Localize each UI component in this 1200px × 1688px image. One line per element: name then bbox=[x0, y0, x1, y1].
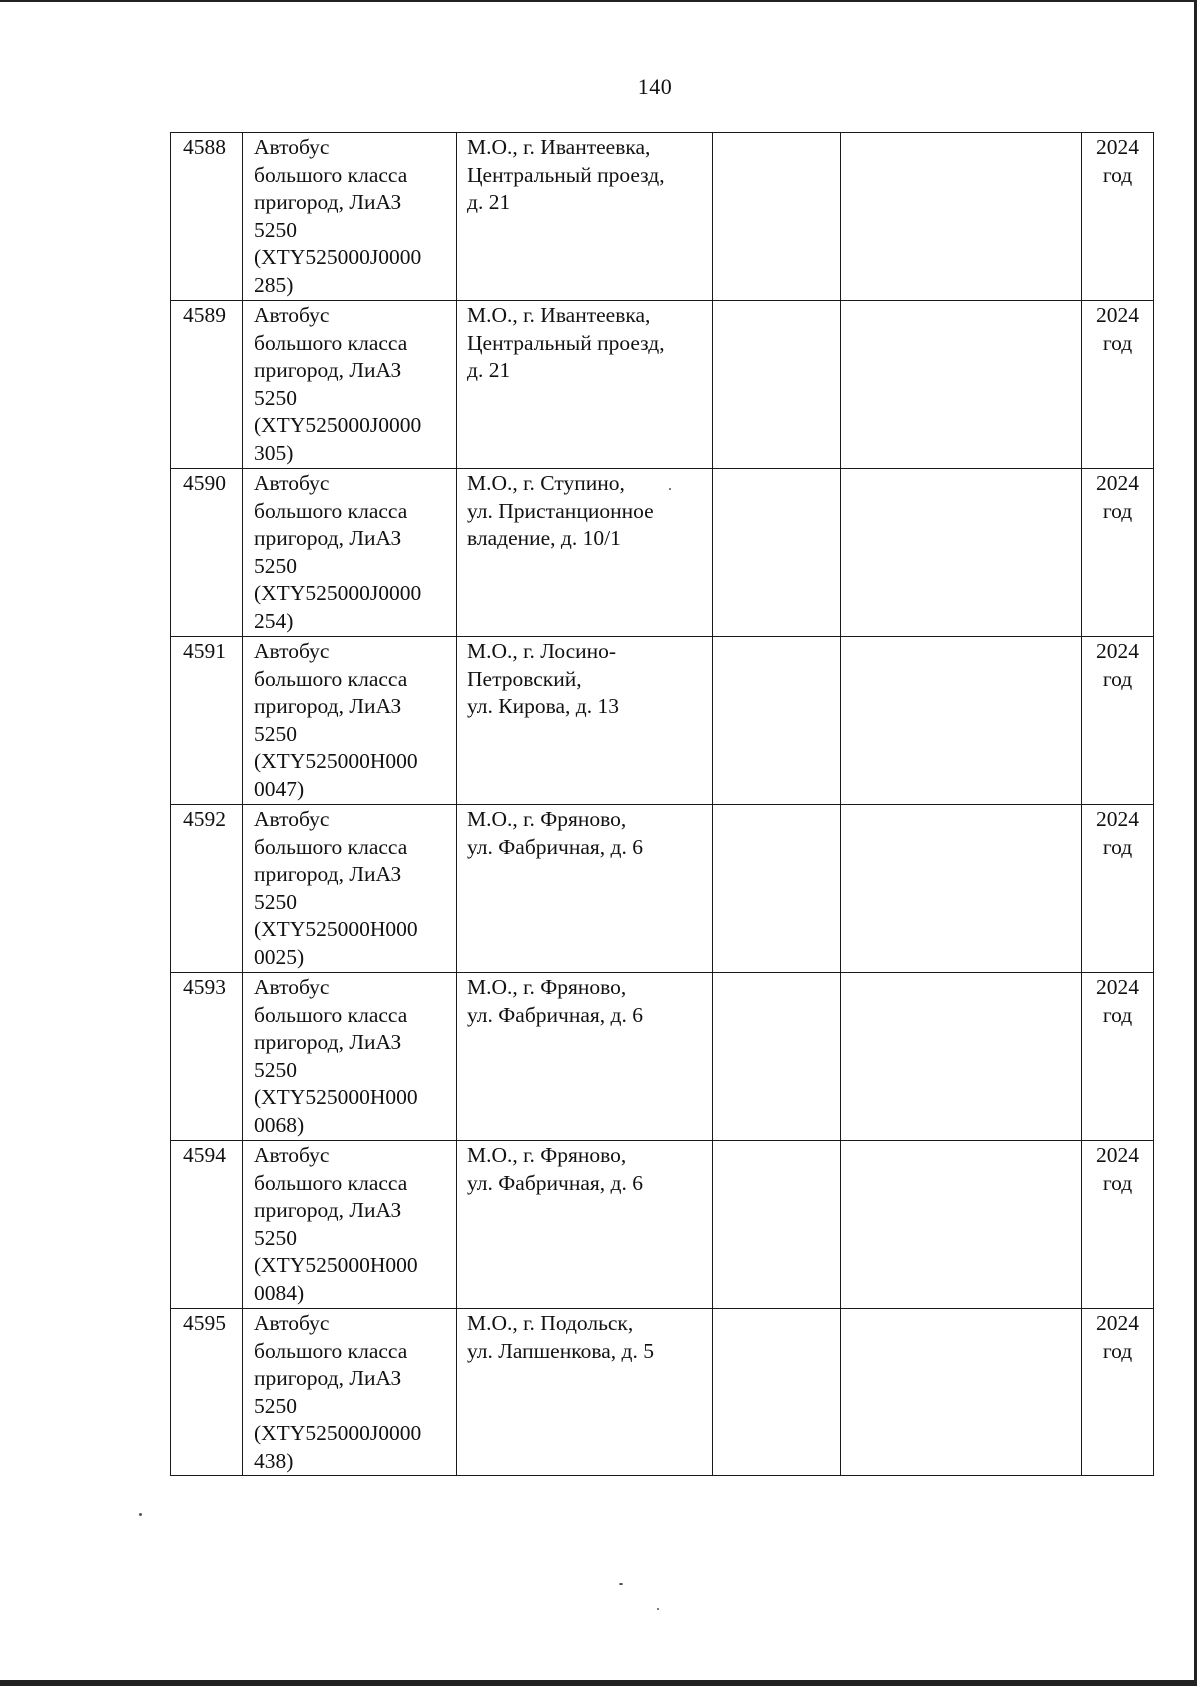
year-line: год bbox=[1102, 834, 1133, 859]
cell-number bbox=[171, 133, 243, 301]
cell-vehicle-name bbox=[243, 637, 457, 805]
scan-speck bbox=[619, 1583, 623, 1585]
vehicle-name-line: 5250 bbox=[254, 889, 297, 914]
vehicle-name-line: (XTY525000J0000 bbox=[254, 245, 422, 269]
cell-empty-col5 bbox=[841, 133, 1082, 301]
vehicle-name-line: пригород, ЛиАЗ bbox=[254, 862, 402, 886]
vehicle-name-line: 0068) bbox=[254, 1112, 305, 1137]
cell-empty-col5 bbox=[841, 1309, 1082, 1476]
cell-vehicle-name bbox=[243, 1309, 457, 1476]
year-line: 2024 bbox=[1096, 303, 1139, 327]
table-row bbox=[171, 133, 1154, 301]
address-line: ул. Лапшенкова, д. 5 bbox=[467, 1338, 654, 1363]
cell-number bbox=[171, 469, 243, 637]
vehicle-name-line: 5250 bbox=[254, 721, 297, 746]
vehicle-name-line: пригород, ЛиАЗ bbox=[254, 190, 402, 214]
year-line: 2024 bbox=[1096, 975, 1139, 999]
table-row bbox=[171, 805, 1154, 973]
vehicle-name-line: 5250 bbox=[254, 1057, 297, 1082]
cell-address bbox=[457, 133, 713, 301]
year-line: 2024 bbox=[1096, 1143, 1139, 1167]
address-line: М.О., г. Фряново, bbox=[467, 1143, 627, 1167]
year-line: год bbox=[1102, 1170, 1133, 1195]
address-line: ул. Кирова, д. 13 bbox=[467, 694, 619, 718]
cell-empty-col4 bbox=[713, 805, 841, 973]
cell-empty-col4 bbox=[713, 637, 841, 805]
cell-vehicle-name bbox=[243, 973, 457, 1141]
cell-empty-col4 bbox=[713, 133, 841, 301]
address-line: ул. Фабричная, д. 6 bbox=[467, 834, 643, 859]
cell-empty-col5 bbox=[841, 1141, 1082, 1309]
address-line: М.О., г. Фряново, bbox=[467, 807, 627, 831]
vehicle-name-line: пригород, ЛиАЗ bbox=[254, 1030, 402, 1054]
row-number: 4592 bbox=[183, 807, 226, 831]
cell-address bbox=[457, 301, 713, 469]
row-number: 4591 bbox=[183, 639, 226, 663]
address-line: Центральный проезд, bbox=[467, 330, 665, 355]
cell-number bbox=[171, 301, 243, 469]
cell-vehicle-name bbox=[243, 133, 457, 301]
vehicle-name-line: пригород, ЛиАЗ bbox=[254, 1198, 402, 1222]
vehicle-name-line: большого класса bbox=[254, 1338, 408, 1363]
vehicle-name-line: (XTY525000H000 bbox=[254, 917, 418, 941]
cell-year bbox=[1082, 301, 1154, 469]
vehicle-name-line: (XTY525000J0000 bbox=[254, 1421, 422, 1445]
vehicle-name-line: 0025) bbox=[254, 944, 305, 969]
vehicle-name-line: Автобус bbox=[254, 303, 330, 327]
scan-speck bbox=[139, 1513, 142, 1516]
vehicle-name-line: (XTY525000H000 bbox=[254, 1085, 418, 1109]
address-line: М.О., г. Ступино, bbox=[467, 471, 625, 495]
cell-empty-col4 bbox=[713, 301, 841, 469]
year-line: год bbox=[1102, 162, 1133, 187]
address-line: д. 21 bbox=[467, 190, 511, 214]
cell-number bbox=[171, 973, 243, 1141]
cell-empty-col5 bbox=[841, 469, 1082, 637]
page-number: 140 bbox=[637, 74, 673, 99]
table-row bbox=[171, 637, 1154, 805]
address-line: М.О., г. Лосино- bbox=[467, 639, 617, 663]
cell-empty-col4 bbox=[713, 973, 841, 1141]
year-line: год bbox=[1102, 1338, 1133, 1363]
vehicle-name-line: 305) bbox=[254, 440, 294, 465]
cell-address bbox=[457, 973, 713, 1141]
year-line: год bbox=[1102, 330, 1133, 355]
row-number: 4594 bbox=[183, 1143, 226, 1167]
year-line: 2024 bbox=[1096, 471, 1139, 495]
vehicle-name-line: большого класса bbox=[254, 1170, 408, 1195]
vehicle-name-line: большого класса bbox=[254, 162, 408, 187]
vehicle-name-line: большого класса bbox=[254, 666, 408, 691]
registry-table-body bbox=[171, 133, 1154, 1476]
vehicle-name-line: пригород, ЛиАЗ bbox=[254, 1366, 402, 1390]
vehicle-name-line: пригород, ЛиАЗ bbox=[254, 526, 402, 550]
vehicle-name-line: большого класса bbox=[254, 834, 408, 859]
cell-empty-col5 bbox=[841, 637, 1082, 805]
cell-address bbox=[457, 1141, 713, 1309]
cell-year bbox=[1082, 973, 1154, 1141]
vehicle-name-line: 0084) bbox=[254, 1280, 305, 1305]
address-line: М.О., г. Фряново, bbox=[467, 975, 627, 999]
row-number: 4588 bbox=[183, 135, 226, 159]
vehicle-name-line: 5250 bbox=[254, 553, 297, 578]
cell-year bbox=[1082, 469, 1154, 637]
cell-number bbox=[171, 1141, 243, 1309]
address-line: М.О., г. Подольск, bbox=[467, 1311, 634, 1335]
cell-vehicle-name bbox=[243, 805, 457, 973]
address-line: М.О., г. Ивантеевка, bbox=[467, 135, 651, 159]
cell-year bbox=[1082, 1309, 1154, 1476]
cell-empty-col5 bbox=[841, 973, 1082, 1141]
vehicle-name-line: пригород, ЛиАЗ bbox=[254, 694, 402, 718]
year-line: 2024 bbox=[1096, 135, 1139, 159]
cell-address bbox=[457, 469, 713, 637]
cell-vehicle-name bbox=[243, 301, 457, 469]
address-line: ул. Пристанционное bbox=[467, 498, 654, 523]
address-line: М.О., г. Ивантеевка, bbox=[467, 303, 651, 327]
cell-address bbox=[457, 637, 713, 805]
address-line: Петровский, bbox=[467, 666, 582, 691]
scan-speck bbox=[669, 488, 671, 490]
cell-empty-col4 bbox=[713, 1141, 841, 1309]
vehicle-name-line: (XTY525000H000 bbox=[254, 1253, 418, 1277]
vehicle-name-line: 5250 bbox=[254, 385, 297, 410]
vehicle-name-line: Автобус bbox=[254, 639, 330, 663]
vehicle-name-line: Автобус bbox=[254, 1143, 330, 1167]
year-line: год bbox=[1102, 498, 1133, 523]
vehicle-name-line: 254) bbox=[254, 608, 294, 633]
row-number: 4589 bbox=[183, 303, 226, 327]
vehicle-name-line: 5250 bbox=[254, 217, 297, 242]
vehicle-name-line: Автобус bbox=[254, 471, 330, 495]
year-line: год bbox=[1102, 1002, 1133, 1027]
cell-number bbox=[171, 637, 243, 805]
year-line: год bbox=[1102, 666, 1133, 691]
table-row bbox=[171, 1309, 1154, 1476]
cell-year bbox=[1082, 637, 1154, 805]
vehicle-name-line: Автобус bbox=[254, 975, 330, 999]
row-number: 4593 bbox=[183, 975, 226, 999]
vehicle-name-line: большого класса bbox=[254, 330, 408, 355]
year-line: 2024 bbox=[1096, 639, 1139, 663]
vehicle-name-line: большого класса bbox=[254, 498, 408, 523]
vehicle-name-line: 5250 bbox=[254, 1393, 297, 1418]
registry-table bbox=[170, 132, 1154, 1476]
cell-year bbox=[1082, 133, 1154, 301]
vehicle-name-line: пригород, ЛиАЗ bbox=[254, 358, 402, 382]
cell-address bbox=[457, 805, 713, 973]
cell-year bbox=[1082, 805, 1154, 973]
vehicle-name-line: Автобус bbox=[254, 807, 330, 831]
table-row bbox=[171, 1141, 1154, 1309]
table-row bbox=[171, 973, 1154, 1141]
cell-empty-col4 bbox=[713, 469, 841, 637]
address-line: ул. Фабричная, д. 6 bbox=[467, 1170, 643, 1195]
cell-address bbox=[457, 1309, 713, 1476]
cell-vehicle-name bbox=[243, 469, 457, 637]
scan-speck bbox=[657, 1608, 659, 1610]
address-line: Центральный проезд, bbox=[467, 162, 665, 187]
vehicle-name-line: (XTY525000J0000 bbox=[254, 413, 422, 437]
vehicle-name-line: Автобус bbox=[254, 135, 330, 159]
cell-number bbox=[171, 1309, 243, 1476]
vehicle-name-line: 438) bbox=[254, 1448, 294, 1473]
vehicle-name-line: Автобус bbox=[254, 1311, 330, 1335]
row-number: 4595 bbox=[183, 1311, 226, 1335]
cell-empty-col5 bbox=[841, 805, 1082, 973]
vehicle-name-line: 0047) bbox=[254, 776, 305, 801]
address-line: ул. Фабричная, д. 6 bbox=[467, 1002, 643, 1027]
address-line: владение, д. 10/1 bbox=[467, 526, 621, 550]
vehicle-name-line: (XTY525000J0000 bbox=[254, 581, 422, 605]
vehicle-name-line: большого класса bbox=[254, 1002, 408, 1027]
table-row bbox=[171, 469, 1154, 637]
year-line: 2024 bbox=[1096, 807, 1139, 831]
cell-year bbox=[1082, 1141, 1154, 1309]
address-line: д. 21 bbox=[467, 358, 511, 382]
cell-vehicle-name bbox=[243, 1141, 457, 1309]
cell-empty-col5 bbox=[841, 301, 1082, 469]
row-number: 4590 bbox=[183, 471, 226, 495]
vehicle-name-line: 285) bbox=[254, 272, 294, 297]
table-row bbox=[171, 301, 1154, 469]
year-line: 2024 bbox=[1096, 1311, 1139, 1335]
cell-empty-col4 bbox=[713, 1309, 841, 1476]
cell-number bbox=[171, 805, 243, 973]
vehicle-name-line: 5250 bbox=[254, 1225, 297, 1250]
vehicle-name-line: (XTY525000H000 bbox=[254, 749, 418, 773]
